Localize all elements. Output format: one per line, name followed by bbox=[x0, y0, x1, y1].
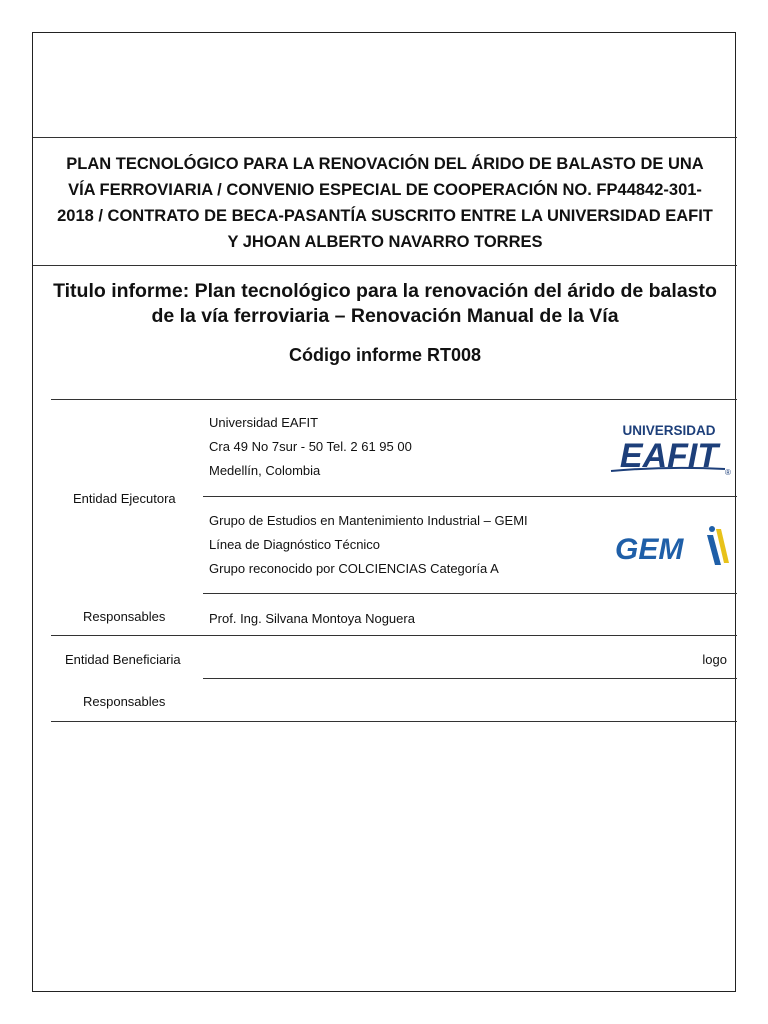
gemi-logo bbox=[613, 521, 731, 571]
divider-table-top bbox=[51, 399, 737, 400]
eafit-logo-main-text: EAFIT bbox=[619, 437, 719, 475]
group-name: Grupo de Estudios en Mantenimiento Industrial – GEMI bbox=[209, 513, 528, 528]
eafit-registered-mark: ® bbox=[725, 468, 731, 475]
gemi-logo-text: GEM bbox=[615, 533, 684, 566]
group-line: Línea de Diagnóstico Técnico bbox=[209, 537, 381, 552]
cover-page bbox=[32, 32, 736, 992]
executing-entity-label: Entidad Ejecutora bbox=[73, 491, 176, 506]
divider-table-bottom bbox=[51, 721, 737, 722]
report-title: Titulo informe: Plan tecnológico para la renovación del árido de balasto de la vía ferroviaria – Renovación Manual de la Vía bbox=[53, 280, 717, 327]
university-info bbox=[209, 411, 412, 483]
divider-responsables-2 bbox=[203, 678, 737, 679]
divider-title bbox=[33, 265, 737, 266]
report-code: Código informe RT008 bbox=[288, 345, 481, 365]
university-address: Cra 49 No 7sur - 50 Tel. 2 61 95 00 bbox=[209, 439, 412, 454]
eafit-logo bbox=[607, 423, 731, 475]
beneficiary-logo-placeholder: logo bbox=[702, 652, 727, 667]
divider-top bbox=[33, 137, 737, 138]
group-info bbox=[209, 509, 528, 581]
divider-responsables-1 bbox=[203, 593, 737, 594]
project-title: PLAN TECNOLÓGICO PARA LA RENOVACIÓN DEL ÁRIDO DE BALASTO DE UNA VÍA FERROVIARIA / CONVENIO ESPECIAL DE COOPERACIÓN NO. FP44842-301-2018 / CONTRATO DE BECA-PASANTÍA SUSCRITO ENTRE LA UNIVERSIDAD EAFIT Y JHOAN ALBERTO NAVARRO TORRES bbox=[57, 155, 713, 251]
university-name: Universidad EAFIT bbox=[209, 415, 319, 430]
responsables-label-2: Responsables bbox=[83, 694, 166, 709]
eafit-logo-top-text: UNIVERSIDAD bbox=[622, 423, 716, 438]
responsables-label-1: Responsables bbox=[83, 609, 166, 624]
university-city: Medellín, Colombia bbox=[209, 463, 321, 478]
beneficiary-label: Entidad Beneficiaria bbox=[65, 652, 181, 667]
responsable-name: Prof. Ing. Silvana Montoya Noguera bbox=[209, 611, 415, 626]
divider-beneficiary bbox=[51, 635, 737, 636]
divider-entity-mid bbox=[203, 496, 737, 497]
group-category: Grupo reconocido por COLCIENCIAS Categoría A bbox=[209, 561, 499, 576]
